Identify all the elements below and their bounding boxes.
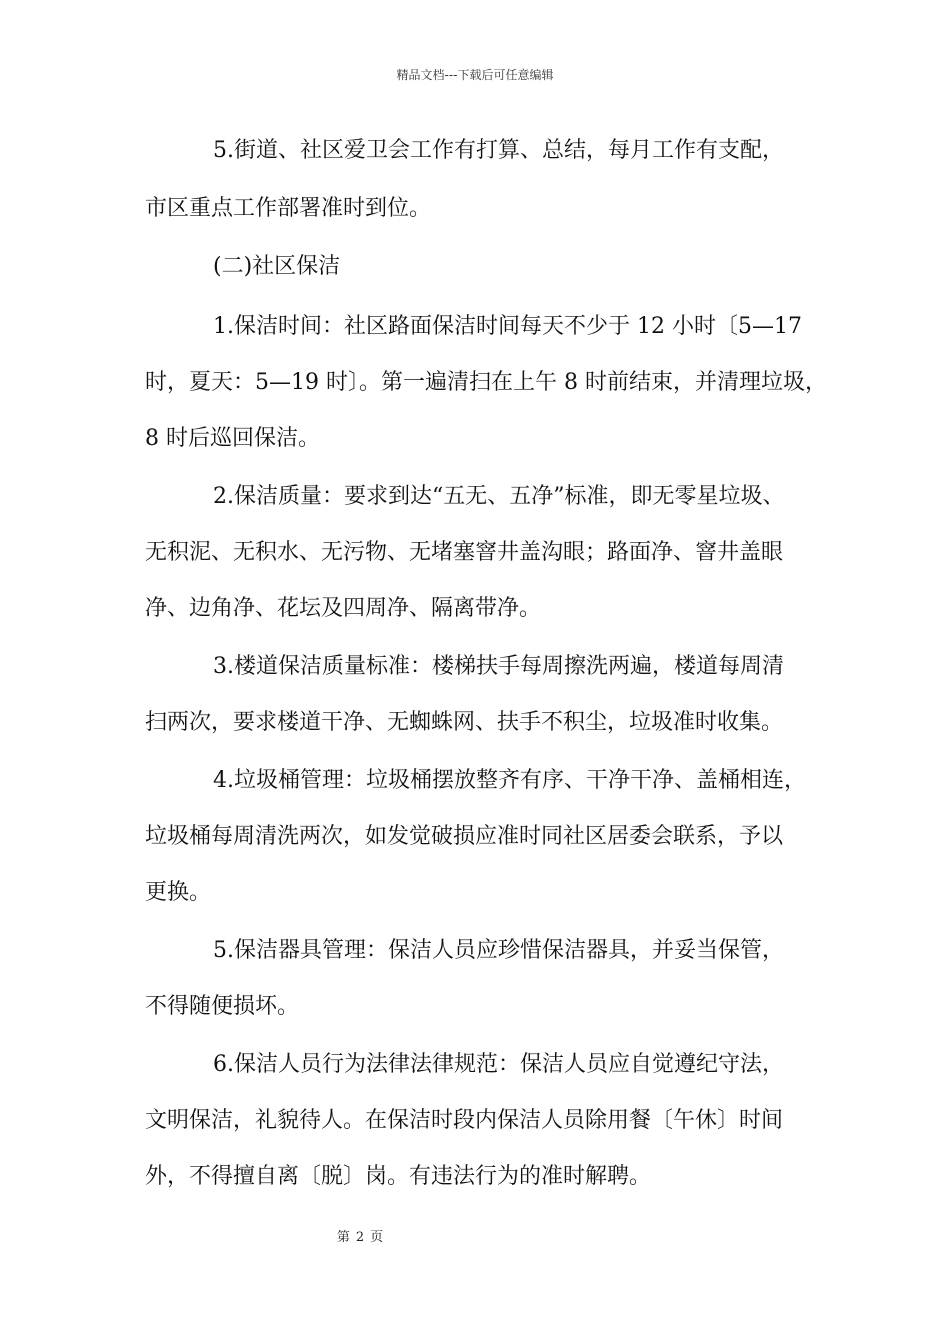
paragraph-line: 市区重点工作部署准时到位。 <box>145 196 432 221</box>
paragraph-line: 8 时后巡回保洁。 <box>145 426 320 451</box>
page-footer <box>0 1226 720 1245</box>
paragraph-line: 文明保洁，礼貌待人。在保洁时段内保洁人员除用餐〔午休〕时间 <box>145 1108 784 1133</box>
paragraph-line: 5.街道、社区爱卫会工作有打算、总结，每月工作有支配， <box>213 138 784 163</box>
paragraph-line: 外，不得擅自离〔脱〕岗。有违法行为的准时解聘。 <box>145 1164 652 1189</box>
section-heading: (二)社区保洁 <box>213 254 341 279</box>
page-header: 精品文档---下载后可任意编辑 <box>396 68 554 82</box>
paragraph-line: 2.保洁质量：要求到达“五无、五净”标准，即无零星垃圾、 <box>213 484 785 509</box>
paragraph-line: 时，夏天：5—19 时〕。第一遍清扫在上午 8 时前结束，并清理垃圾， <box>145 370 827 395</box>
paragraph-line: 无积泥、无积水、无污物、无堵塞窨井盖沟眼；路面净、窨井盖眼 <box>145 540 784 565</box>
paragraph-line: 1.保洁时间：社区路面保洁时间每天不少于 12 小时〔5—17 <box>213 314 802 339</box>
page-number-suffix: 页 <box>370 1230 384 1245</box>
page-number: 2 <box>355 1230 365 1245</box>
paragraph-line: 6.保洁人员行为法律法律规范：保洁人员应自觉遵纪守法， <box>213 1052 784 1077</box>
paragraph-line: 净、边角净、花坛及四周净、隔离带净。 <box>145 596 542 621</box>
paragraph-line: 4.垃圾桶管理：垃圾桶摆放整齐有序、干净干净、盖桶相连， <box>213 768 806 793</box>
paragraph-line: 垃圾桶每周清洗两次，如发觉破损应准时同社区居委会联系，予以 <box>145 824 784 849</box>
paragraph-line: 更换。 <box>145 880 212 905</box>
paragraph-line: 3.楼道保洁质量标准：楼梯扶手每周擦洗两遍，楼道每周清 <box>213 654 784 679</box>
paragraph-line: 不得随便损坏。 <box>145 994 300 1019</box>
paragraph-line: 扫两次，要求楼道干净、无蜘蛛网、扶手不积尘，垃圾准时收集。 <box>145 710 784 735</box>
page-number-prefix: 第 <box>336 1230 350 1245</box>
paragraph-line: 5.保洁器具管理：保洁人员应珍惜保洁器具，并妥当保管， <box>213 938 784 963</box>
